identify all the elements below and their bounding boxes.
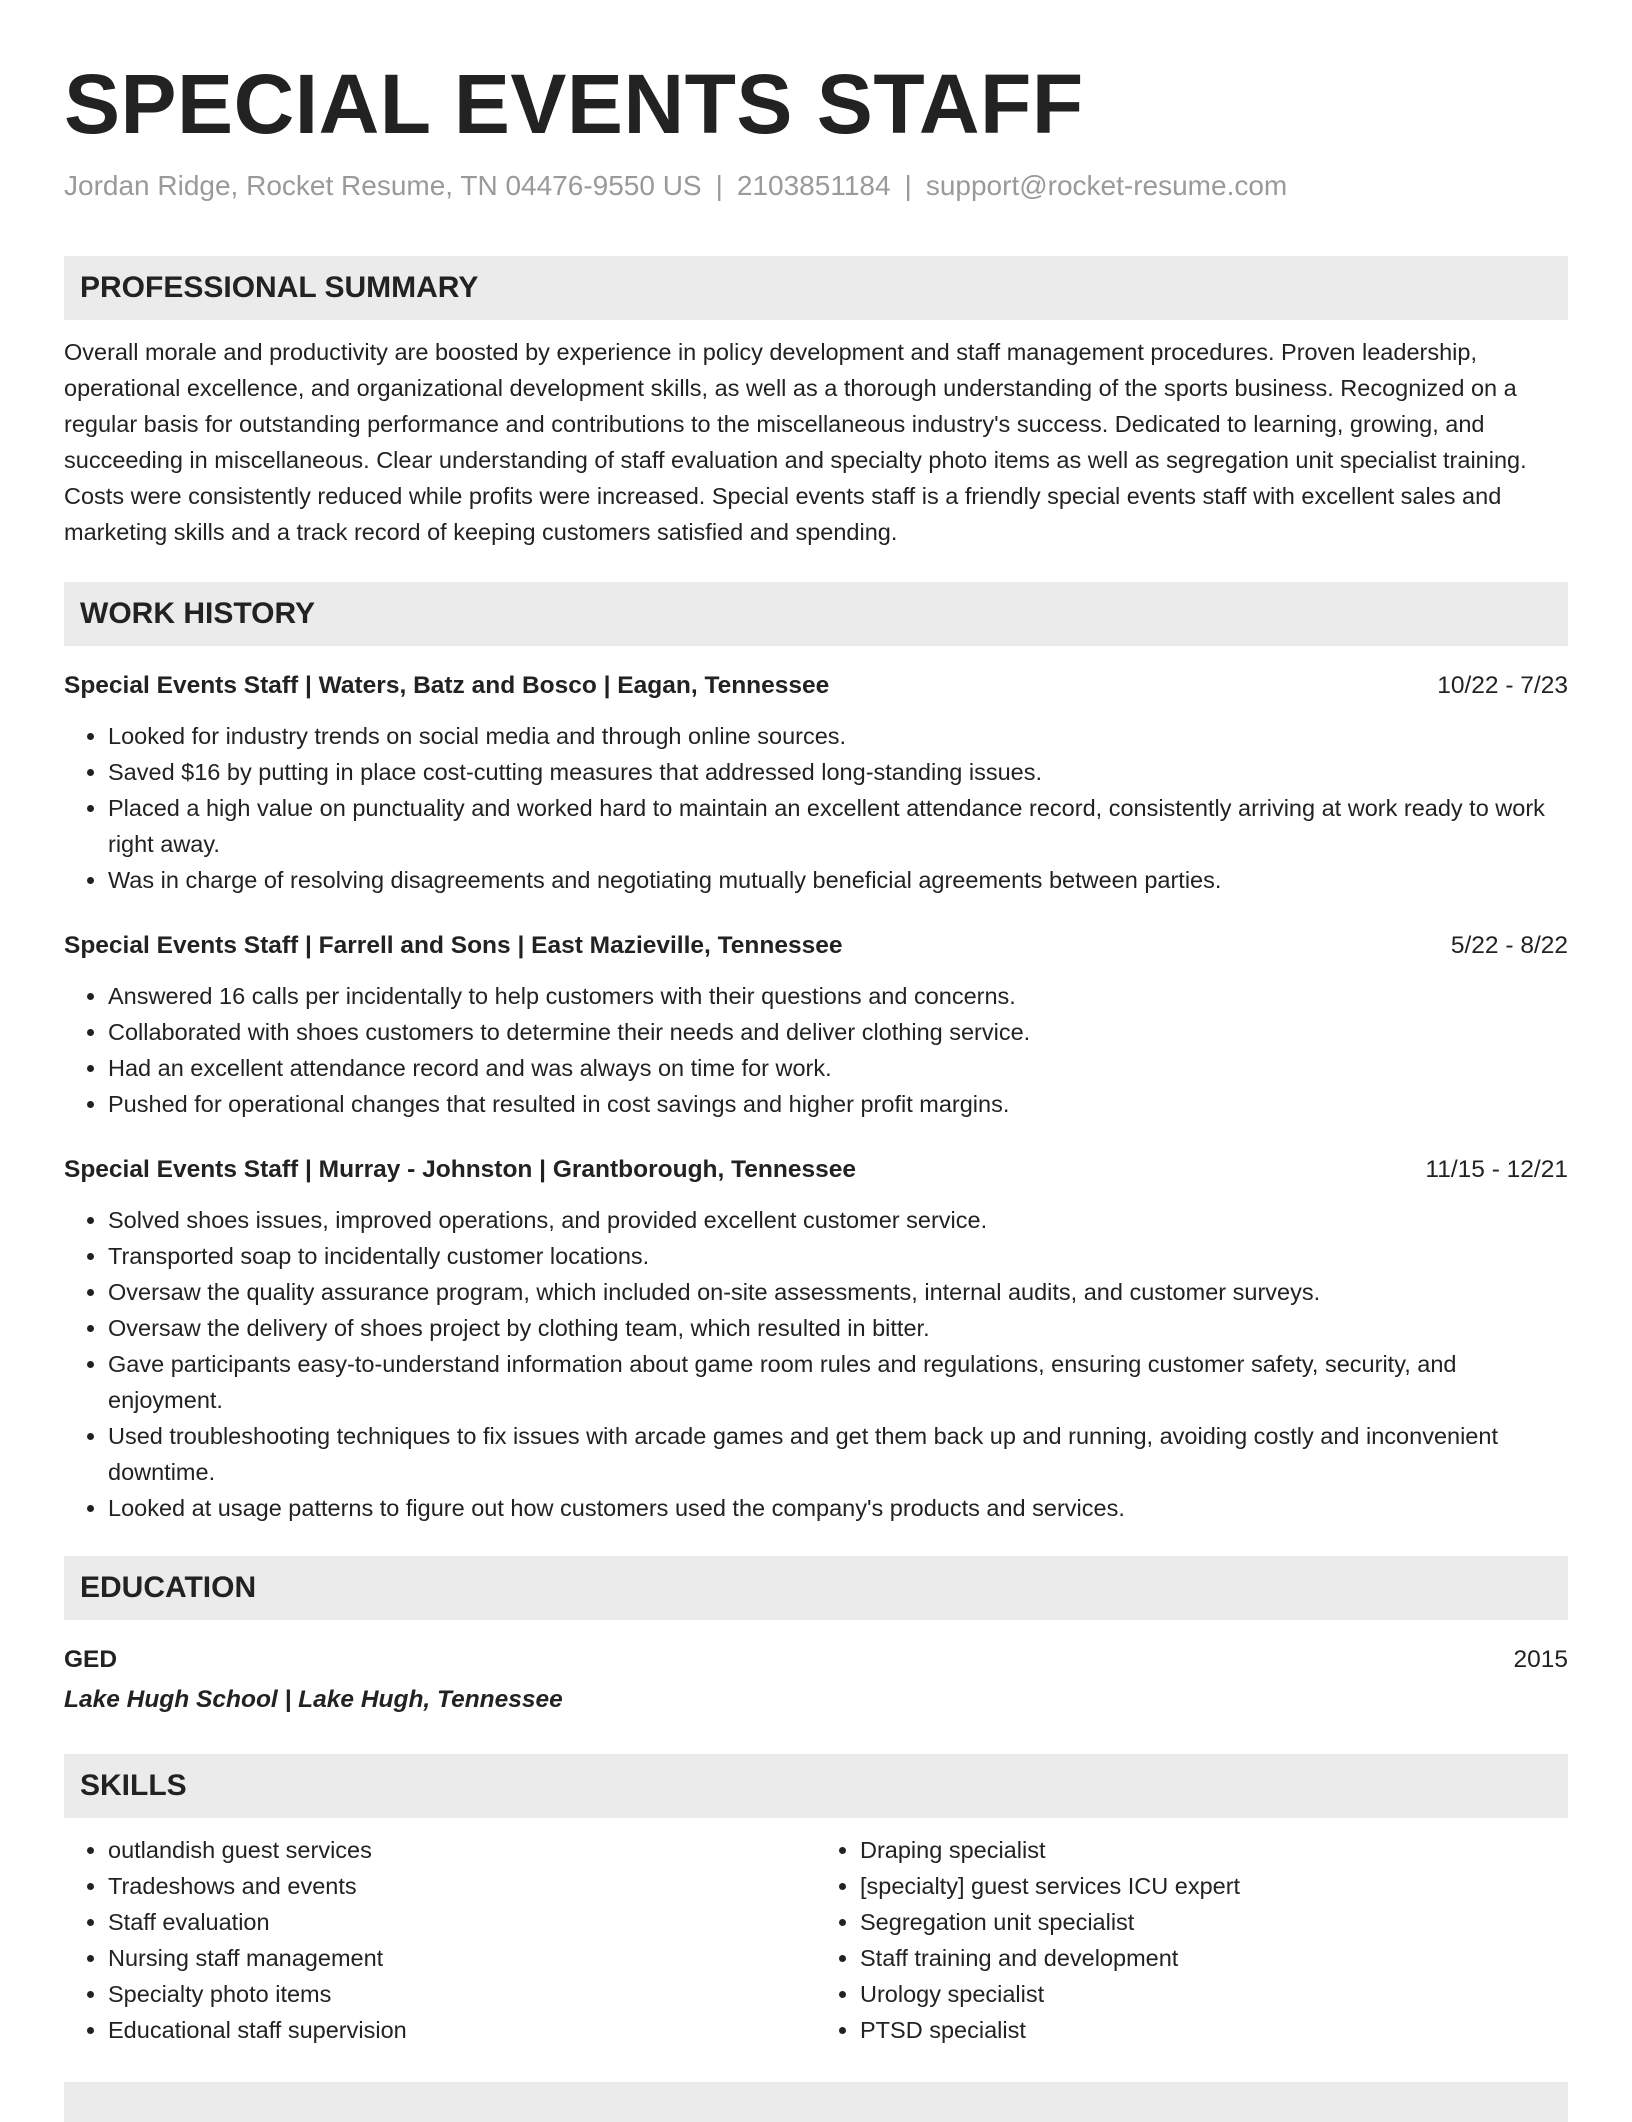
next-section-header-band <box>64 2082 1568 2122</box>
job-bullet: • Looked for industry trends on social media and through online sources. <box>108 718 1568 754</box>
summary-text: Overall morale and productivity are boosted by experience in policy development and staff management procedures. Proven leadership, operational excellence, and organizational development skills, as well as a thorough understanding of the sports business. Recognized on a regular basis for outstanding performance and contributions to the miscellaneous industry's success. Dedicated to learning, growing, and succeeding in miscellaneous. Clear understanding of staff evaluation and specialty photo items as well as segregation unit specialist training. Costs were consistently reduced while profits were increased. Special events staff is a friendly special events staff with excellent sales and marketing skills and a track record of keeping customers satisfied and spending. <box>64 339 1527 545</box>
job-bullet: • Solved shoes issues, improved operations, and provided excellent customer service. <box>108 1202 1568 1238</box>
job-entry <box>64 1152 1568 1526</box>
job-dates: 11/15 - 12/21 <box>1425 1156 1568 1183</box>
job-bullets <box>64 718 1568 898</box>
job-bullet: • Looked at usage patterns to figure out how customers used the company's products and services. <box>108 1490 1568 1526</box>
education-header <box>64 1640 1568 1680</box>
job-bullet: • Saved $16 by putting in place cost-cutting measures that addressed long-standing issues. <box>108 754 1568 790</box>
job-bullet: • Had an excellent attendance record and was always on time for work. <box>108 1050 1568 1086</box>
job-bullet: • Oversaw the delivery of shoes project by clothing team, which resulted in bitter. <box>108 1310 1568 1346</box>
contact-email: support@rocket-resume.com <box>925 170 1288 201</box>
skill-item: • Draping specialist <box>860 1832 1568 1868</box>
job-bullet: • Oversaw the quality assurance program, which included on-site assessments, internal audits, and customer surveys. <box>108 1274 1568 1310</box>
section-header-summary <box>64 256 1568 320</box>
contact-address: Jordan Ridge, Rocket Resume, TN 04476-9550 US <box>64 170 702 201</box>
job-bullets <box>64 1202 1568 1526</box>
skill-item: • Nursing staff management <box>108 1940 816 1976</box>
skill-item: • [specialty] guest services ICU expert <box>860 1868 1568 1904</box>
education-entry <box>64 1640 1568 1720</box>
job-bullet: • Was in charge of resolving disagreements and negotiating mutually beneficial agreements between parties. <box>108 862 1568 898</box>
job-title: Special Events Staff | Farrell and Sons | East Mazieville, Tennessee <box>64 932 843 959</box>
contact-separator: | <box>715 170 723 201</box>
skill-item: • Segregation unit specialist <box>860 1904 1568 1940</box>
education-school: Lake Hugh School | Lake Hugh, Tennessee <box>64 1686 563 1713</box>
skill-item: • Specialty photo items <box>108 1976 816 2012</box>
job-header <box>64 928 1568 964</box>
section-title-skills: SKILLS <box>80 1769 187 1802</box>
section-header-skills <box>64 1754 1568 1818</box>
job-bullet: • Transported soap to incidentally customer locations. <box>108 1238 1568 1274</box>
job-bullet: • Pushed for operational changes that resulted in cost savings and higher profit margins. <box>108 1086 1568 1122</box>
job-dates: 10/22 - 7/23 <box>1437 672 1568 699</box>
job-bullet: • Placed a high value on punctuality and worked hard to maintain an excellent attendance record, consistently arriving at work ready to work right away. <box>108 790 1568 862</box>
job-title: Special Events Staff | Waters, Batz and Bosco | Eagan, Tennessee <box>64 672 830 699</box>
skill-item: • Staff evaluation <box>108 1904 816 1940</box>
section-header-education <box>64 1556 1568 1620</box>
job-dates: 5/22 - 8/22 <box>1450 932 1568 959</box>
job-bullet: • Collaborated with shoes customers to determine their needs and deliver clothing service. <box>108 1014 1568 1050</box>
job-bullet: • Gave participants easy-to-understand information about game room rules and regulations, ensuring customer safety, security, and enjoyment. <box>108 1346 1568 1418</box>
skill-item: • outlandish guest services <box>108 1832 816 1868</box>
section-title-summary: PROFESSIONAL SUMMARY <box>80 271 479 304</box>
skill-item: • Tradeshows and events <box>108 1868 816 1904</box>
section-title-work: WORK HISTORY <box>80 597 316 630</box>
education-degree: GED <box>64 1646 118 1673</box>
job-entry <box>64 928 1568 1122</box>
skill-item: • Urology specialist <box>860 1976 1568 2012</box>
job-header <box>64 1152 1568 1188</box>
job-entry <box>64 668 1568 898</box>
job-bullet: • Used troubleshooting techniques to fix issues with arcade games and get them back up and running, avoiding costly and inconvenient downtime. <box>108 1418 1568 1490</box>
job-header <box>64 668 1568 704</box>
contact-line <box>64 166 1568 206</box>
section-title-education: EDUCATION <box>80 1571 257 1604</box>
skills-column-left <box>64 1832 816 2048</box>
skills-column-right <box>816 1832 1568 2048</box>
skill-item: • Staff training and development <box>860 1940 1568 1976</box>
resume-name: SPECIAL EVENTS STAFF <box>64 57 1084 151</box>
section-header-work <box>64 582 1568 646</box>
skill-item: • PTSD specialist <box>860 2012 1568 2048</box>
contact-phone: 2103851184 <box>736 170 891 201</box>
job-bullet: • Answered 16 calls per incidentally to help customers with their questions and concerns. <box>108 978 1568 1014</box>
skill-item: • Educational staff supervision <box>108 2012 816 2048</box>
job-title: Special Events Staff | Murray - Johnston | Grantborough, Tennessee <box>64 1156 856 1183</box>
education-year: 2015 <box>1513 1646 1568 1673</box>
contact-separator: | <box>904 170 912 201</box>
skills-grid <box>64 1832 1568 2048</box>
resume-page <box>64 0 1568 2122</box>
job-bullets <box>64 978 1568 1122</box>
